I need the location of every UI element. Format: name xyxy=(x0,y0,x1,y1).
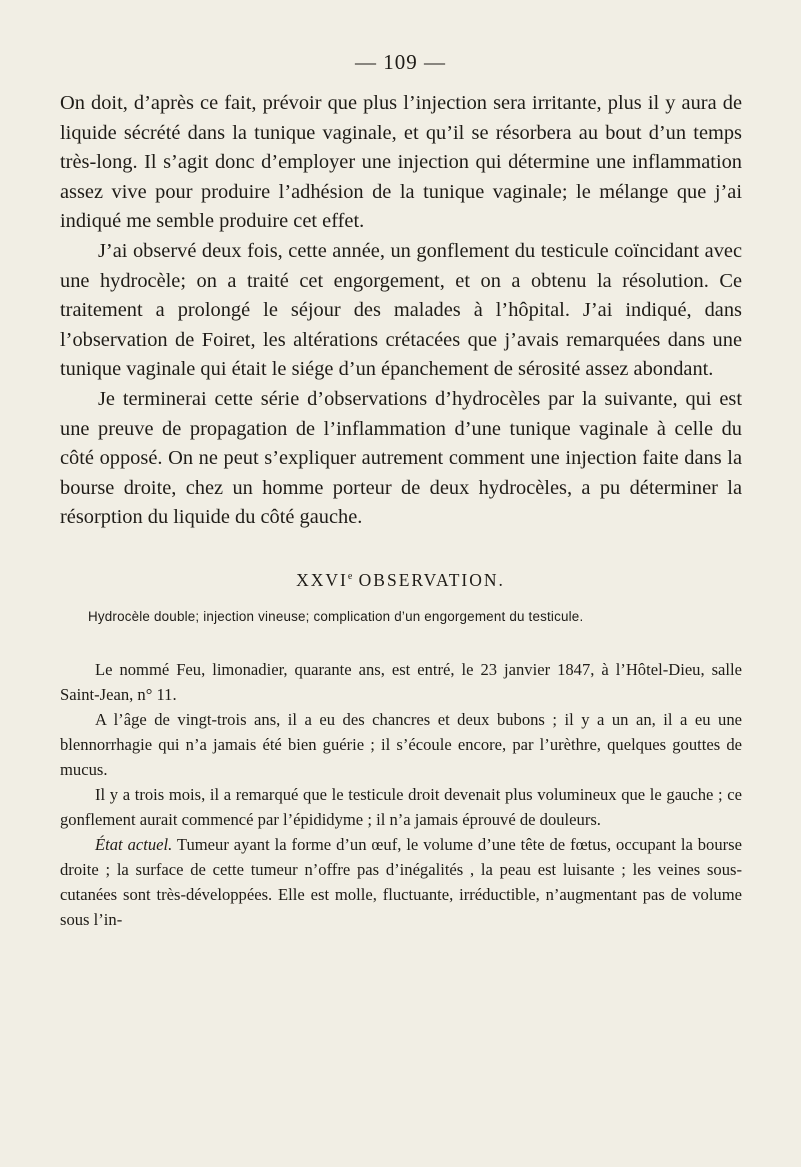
etat-actuel-paragraph xyxy=(60,832,742,932)
main-text xyxy=(60,89,742,533)
observation-paragraph: A l’âge de vingt-trois ans, il a eu des chancres et deux bubons ; il y a un an, il a eu une blennorrhagie qui n’a jamais été bien guérie ; il s’écoule encore, par l’urèthre, quelques gouttes de mucus. xyxy=(60,710,742,779)
observation-number: XXVI xyxy=(296,570,348,590)
etat-actuel-label: État actuel. xyxy=(95,835,173,854)
etat-actuel-text: Tumeur ayant la forme d’un œuf, le volume d’une tête de fœtus, occupant la bourse droite ; la surface de cette tumeur n’offre pas d’inégalités , la peau est luisante ; les veines sous-cutanées sont très-développées. Elle est molle, fluctuante, irréductible, n’augmentant pas de volume sous l’in- xyxy=(60,835,743,929)
paragraph: On doit, d’après ce fait, prévoir que plus l’injection sera irritante, plus il y aura de liquide sécrété dans la tunique vaginale, et qu’il se résorbera au bout d’un temps très-long. Il s’agit donc d’employer une injection qui détermine une inflammation assez vive pour produire l’adhésion de la tunique vaginale; le mélange que j’ai indiqué me semble produire cet effet. xyxy=(60,92,742,233)
observation-heading xyxy=(0,570,801,591)
observation-title: OBSERVATION. xyxy=(358,570,505,590)
observation-superscript: e xyxy=(347,571,353,583)
paragraph: Je terminerai cette série d’observations d’hydrocèles par la suivante, qui est une preuve de propagation de l’inflammation d’une tunique vaginale à celle du côté opposé. On ne peut s’expliquer autrement comment une injection faite dans la bourse droite, chez un homme porteur de deux hydrocèles, a pu déterminer la résorption du liquide du côté gauche. xyxy=(60,387,742,529)
observation-paragraph: Il y a trois mois, il a remarqué que le testicule droit devenait plus volumineux que le gauche ; ce gonflement aurait commencé par l’épididyme ; il n’a jamais éprouvé de douleurs. xyxy=(60,785,742,829)
observation-paragraph: Le nommé Feu, limonadier, quarante ans, est entré, le 23 janvier 1847, à l’Hôtel-Dieu, salle Saint-Jean, n° 11. xyxy=(60,660,742,704)
page-number: — 109 — xyxy=(355,50,446,74)
observation-text xyxy=(60,657,742,932)
observation-summary: Hydrocèle double; injection vineuse; complication d’un engorgement du testicule. xyxy=(88,609,584,624)
paragraph: J’ai observé deux fois, cette année, un gonflement du testicule coïncidant avec une hydrocèle; on a traité cet engorgement, et on a obtenu la résolution. Ce traitement a prolongé le séjour des malades à l’hôpital. J’ai indiqué, dans l’observation de Foiret, les altérations crétacées que j’avais remarquées dans une tunique vaginale qui était le siége d’un épanchement de sérosité assez abondant. xyxy=(60,239,742,381)
